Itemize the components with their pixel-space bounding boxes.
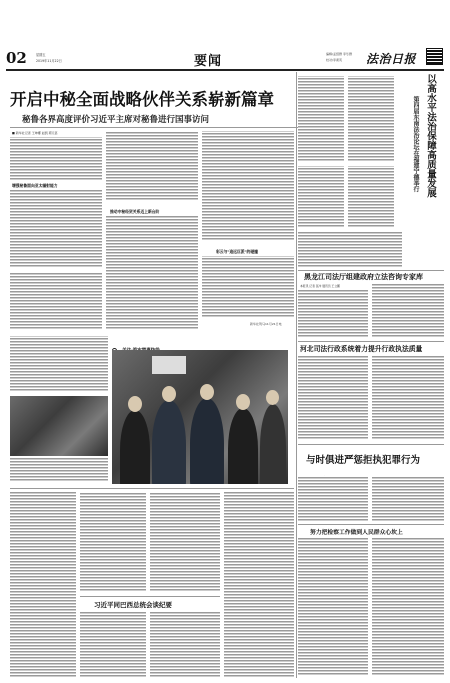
qr-code-icon xyxy=(426,48,443,65)
hlj-text-b xyxy=(372,284,444,338)
lead-text-col2-b xyxy=(106,216,198,330)
photo-head xyxy=(236,394,250,410)
photo-side-text-left-b xyxy=(10,458,108,482)
lead-text-col3-b xyxy=(202,256,294,318)
lower-text-col4 xyxy=(224,492,294,678)
lead-subhead-1: 增强秘鲁面向亚太辐射能力 xyxy=(12,183,58,188)
procuratorate-text-b xyxy=(372,538,444,676)
bottom-text-b xyxy=(150,612,220,678)
lead-title: 开启中秘全面战略伙伴关系崭新篇章 xyxy=(10,90,274,109)
lower-rule xyxy=(10,488,294,489)
side-subheadline: 第四届东南法治论坛在福建宁德举行 xyxy=(412,96,419,192)
procuratorate-title: 努力把检察工作做到人民群众心坎上 xyxy=(310,530,403,536)
hlj-rule xyxy=(298,270,444,271)
section-title: 要闻 xyxy=(194,54,223,69)
side-text-c xyxy=(298,166,344,228)
editor-line-1: 编辑/孟绍群 李乐群 xyxy=(326,52,352,56)
lead-rule xyxy=(10,127,310,128)
side-headline: 以高水平法治保障高质量发展 xyxy=(425,74,436,198)
editor-line-2: 校对/李素英 xyxy=(326,58,343,62)
lead-text-col1-b xyxy=(10,190,102,268)
photo-figure xyxy=(228,408,258,484)
small-photo-left xyxy=(10,396,108,456)
lead-subhead-2: 推动中秘经贸关系迈上新台阶 xyxy=(110,209,160,214)
bottom-rule xyxy=(80,596,220,597)
commentary-text-b xyxy=(372,476,444,522)
commentary-text-a xyxy=(298,476,368,522)
page-number: 02 xyxy=(6,49,27,67)
photo-head xyxy=(128,396,142,412)
commentary-rule xyxy=(298,444,444,445)
photo-figure xyxy=(152,400,186,484)
photo-sign xyxy=(152,356,186,374)
lead-subhead-3: 彩云与"追远巨派"的碰撞 xyxy=(216,249,258,254)
date-line-2: 2019年11月22日 xyxy=(36,59,62,63)
lead-end-credit: 新华社利马11月21日电 xyxy=(250,322,282,326)
side-text-a xyxy=(298,76,344,162)
column-divider xyxy=(296,72,297,678)
photo-figure xyxy=(190,398,224,484)
lead-text-col2-a xyxy=(106,131,198,201)
bottom-title: 习近平同巴西总统会谈纪要 xyxy=(94,601,172,609)
lower-text-col1 xyxy=(10,492,76,678)
date-line-1: 星期五 xyxy=(36,53,46,57)
photo-side-text-left xyxy=(10,336,108,392)
lead-text-col1-c xyxy=(10,272,102,330)
hebei-rule xyxy=(298,341,444,342)
lead-subtitle: 秘鲁各界高度评价习近平主席对秘鲁进行国事访问 xyxy=(22,115,210,125)
photo-figure xyxy=(120,410,150,484)
side-text-d xyxy=(348,166,394,228)
procuratorate-text-a xyxy=(298,538,368,676)
lower-text-col2 xyxy=(80,492,146,592)
hebei-text-a xyxy=(298,356,368,440)
photo-label xyxy=(112,340,232,348)
bottom-text-a xyxy=(80,612,146,678)
masthead xyxy=(6,50,446,68)
lead-text-col1-a xyxy=(10,137,102,181)
procuratorate-rule xyxy=(298,524,444,525)
photo-head xyxy=(266,390,279,405)
photo-head xyxy=(162,386,176,402)
commentary-title: 与时俱进严惩拒执犯罪行为 xyxy=(306,455,421,466)
photo-figure xyxy=(260,404,286,484)
hlj-title: 黑龙江司法厅组建政府立法咨询专家库 xyxy=(304,272,423,281)
hebei-text-b xyxy=(372,356,444,440)
paper-name-logo: 法治日报 xyxy=(366,52,417,66)
side-text-e xyxy=(298,232,402,268)
side-text-b xyxy=(348,76,394,162)
hebei-title: 河北司法行政系统着力提升行政执法质量 xyxy=(300,345,423,353)
lower-text-col3 xyxy=(150,492,220,592)
feature-photo xyxy=(112,350,288,484)
masthead-rule xyxy=(6,69,444,71)
lead-byline: ■ 新华社记者 王坤娜 赵凯 郭元甚 xyxy=(12,131,58,135)
photo-head xyxy=(200,384,214,400)
hlj-text-a xyxy=(298,290,368,338)
lead-text-col3-a xyxy=(202,131,294,241)
hlj-byline: 本报讯 记者 张冲 通讯员 王立鹏 xyxy=(300,284,340,288)
